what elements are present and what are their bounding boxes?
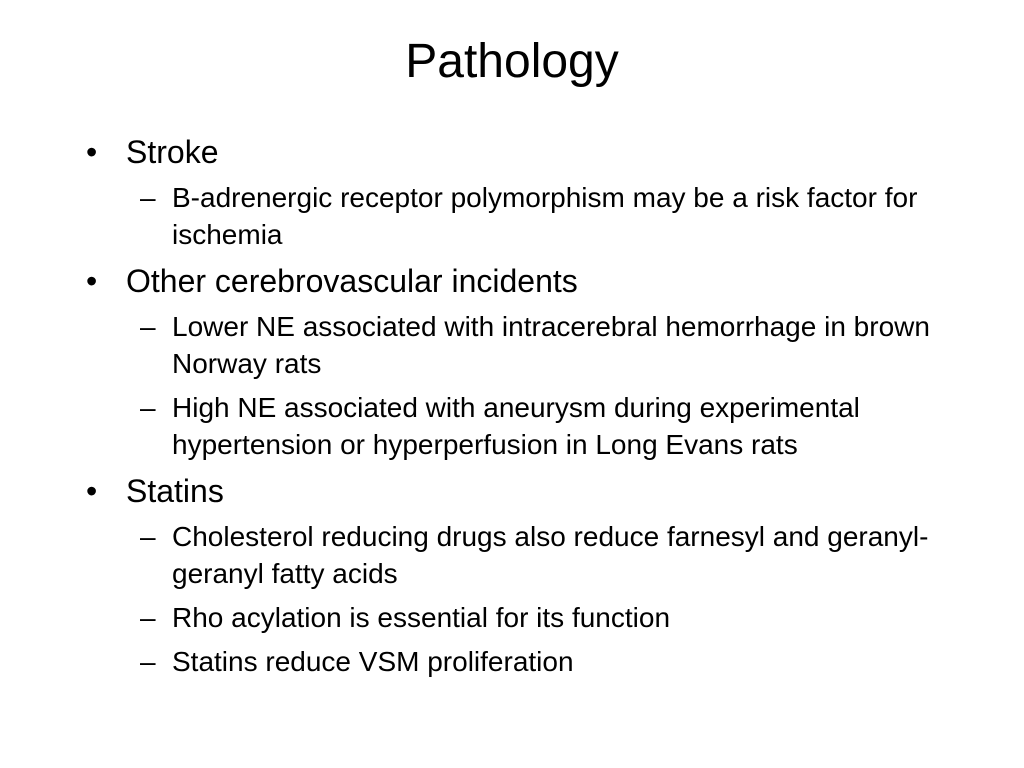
dash-marker: – bbox=[140, 311, 156, 342]
sub-bullet-item bbox=[0, 179, 1024, 253]
sub-bullet-item bbox=[0, 643, 1024, 680]
bullet-item-stroke bbox=[0, 132, 1024, 172]
sub-bullet-text: Statins reduce VSM proliferation bbox=[172, 646, 574, 677]
sub-bullet-text: B-adrenergic receptor polymorphism may be a risk factor for ischemia bbox=[172, 182, 918, 250]
sub-bullet-text: High NE associated with aneurysm during experimental hypertension or hyperperfusion in Long Evans rats bbox=[172, 392, 860, 460]
slide-title: Pathology bbox=[405, 35, 619, 88]
bullet-text: Statins bbox=[126, 473, 224, 509]
dash-marker: – bbox=[140, 392, 156, 423]
dash-marker: – bbox=[140, 521, 156, 552]
dash-marker: – bbox=[140, 182, 156, 213]
sub-bullet-item bbox=[0, 389, 1024, 463]
bullet-marker: • bbox=[86, 473, 98, 509]
dash-marker: – bbox=[140, 602, 156, 633]
sub-bullet-item bbox=[0, 308, 1024, 382]
bullet-text: Stroke bbox=[126, 134, 219, 170]
slide-body bbox=[0, 132, 1024, 680]
bullet-marker: • bbox=[86, 263, 98, 299]
sub-bullet-text: Rho acylation is essential for its function bbox=[172, 602, 671, 633]
bullet-marker: • bbox=[86, 134, 98, 170]
bullet-text: Other cerebrovascular incidents bbox=[126, 263, 578, 299]
bullet-item-cerebrovascular bbox=[0, 261, 1024, 301]
dash-marker: – bbox=[140, 646, 156, 677]
sub-bullet-item bbox=[0, 518, 1024, 592]
bullet-item-statins bbox=[0, 471, 1024, 511]
sub-bullet-text: Lower NE associated with intracerebral hemorrhage in brown Norway rats bbox=[172, 311, 930, 379]
sub-bullet-item bbox=[0, 599, 1024, 636]
sub-bullet-text: Cholesterol reducing drugs also reduce farnesyl and geranyl-geranyl fatty acids bbox=[172, 521, 929, 589]
